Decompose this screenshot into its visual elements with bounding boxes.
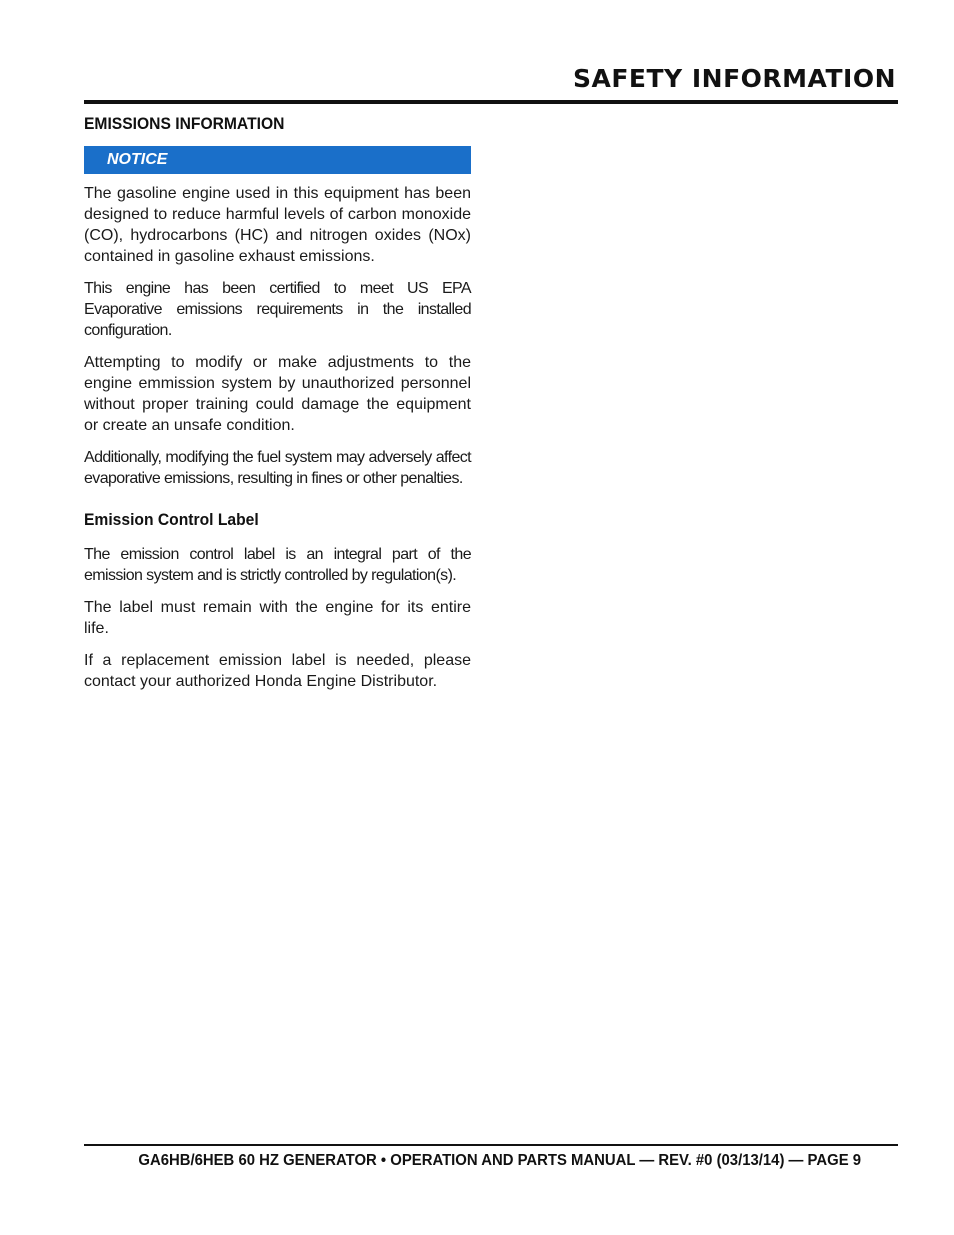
notice-label: NOTICE [107,151,168,168]
content-column [84,112,471,703]
paragraph: The gasoline engine used in this equipment has been designed to reduce harmful levels of carbon monoxide (CO), hydrocarbons (HC) and nitrogen oxides (NOx) contained in gasoline exhaust emissions. [84,185,471,265]
footer-divider [84,1144,898,1146]
section-heading-emission-label: Emission Control Label [84,510,259,529]
page-footer: GA6HB/6HEB 60 HZ GENERATOR • OPERATION AND PARTS MANUAL — REV. #0 (03/13/14) — PAGE 9 [138,1152,861,1169]
paragraph: If a replacement emission label is needed, please contact your authorized Honda Engine Distributor. [84,652,471,690]
paragraph: The label must remain with the engine for its entire life. [84,599,471,637]
header-divider [84,100,898,104]
page-title: SAFETY INFORMATION [573,64,896,93]
paragraph: This engine has been certified to meet US EPA Evaporative emissions requirements in the installed configuration. [84,280,471,339]
section-heading-emissions: EMISSIONS INFORMATION [84,114,285,133]
paragraph: The emission control label is an integral part of the emission system and is strictly controlled by regulation(s). [84,546,471,584]
notice-banner [84,146,471,174]
paragraph: Attempting to modify or make adjustments to the engine emmission system by unauthorized personnel without proper training could damage the equipment or create an unsafe condition. [84,354,471,434]
paragraph: Additionally, modifying the fuel system may adversely affect evaporative emissions, resulting in fines or other penalties. [84,449,471,487]
